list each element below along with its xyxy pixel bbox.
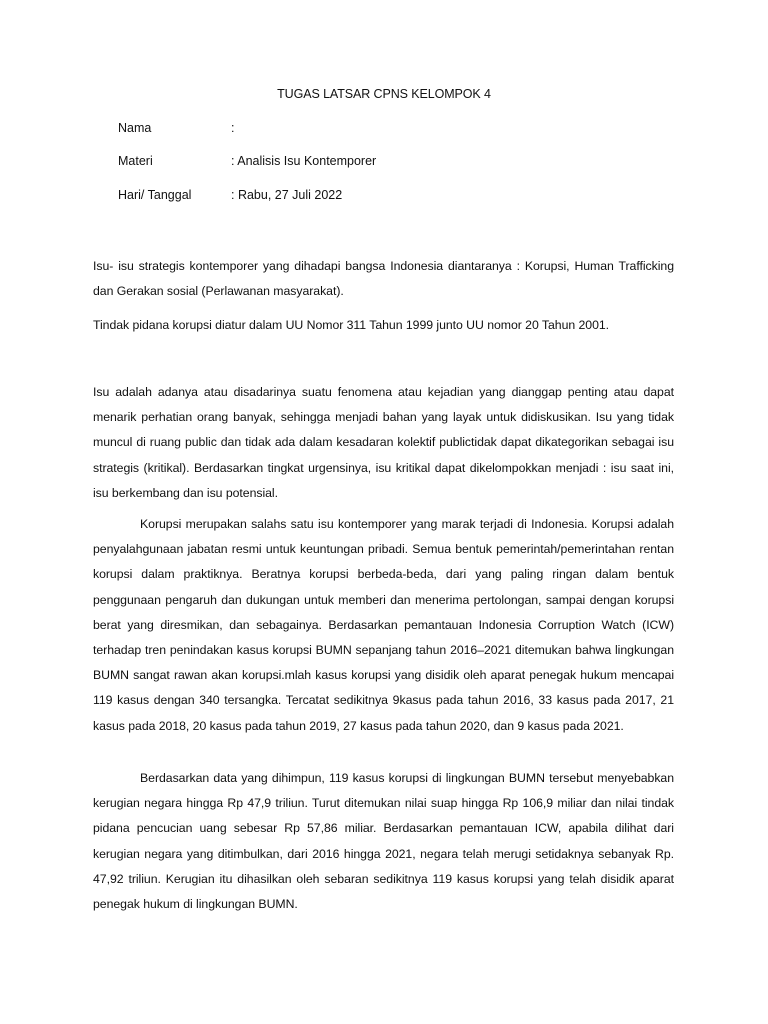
paragraph-tindak-pidana: Tindak pidana korupsi diatur dalam UU Nomor 311 Tahun 1999 junto UU nomor 20 Tahun 2001.: [93, 318, 610, 332]
meta-label: Hari/ Tanggal: [118, 188, 192, 202]
meta-label: Materi: [118, 154, 153, 168]
document-title: TUGAS LATSAR CPNS KELOMPOK 4: [277, 87, 491, 101]
paragraph-korupsi: Korupsi merupakan salahs satu isu kontemporer yang marak terjadi di Indonesia. Korupsi adalah penyalahgunaan jabatan resmi untuk keuntungan pribadi. Semua bentuk pemerintah/pemerintahan rentan korupsi dalam praktiknya. Beratnya korupsi berbeda-beda, dari yang paling ringan dalam bentuk penggunaan pengaruh dan dukungan untuk memberi dan menerima pertolongan, sampai dengan korupsi berat yang diresmikan, dan sebagainya. Berdasarkan pemantauan Indonesia Corruption Watch (ICW) terhadap tren penindakan kasus korupsi BUMN sepanjang tahun 2016–2021 ditemukan bahwa lingkungan BUMN sangat rawan akan korupsi.mlah kasus korupsi yang disidik oleh aparat penegak hukum mencapai 119 kasus dengan 340 tersangka. Tercatat sedikitnya 9kasus pada tahun 2016, 33 kasus pada 2017, 21 kasus pada 2018, 20 kasus pada tahun 2019, 27 kasus pada tahun 2020, dan 9 kasus pada 2021.: [93, 517, 674, 733]
paragraph-definisi-isu: Isu adalah adanya atau disadarinya suatu fenomena atau kejadian yang dianggap penting atau dapat menarik perhatian orang banyak, sehingga menjadi bahan yang layak untuk didiskusikan. Isu yang tidak muncul di ruang public dan tidak ada dalam kesadaran kolektif publictidak dapat dikategorikan sebagai isu strategis (kritikal). Berdasarkan tingkat urgensinya, isu kritikal dapat dikelompokkan menjadi : isu saat ini, isu berkembang dan isu potensial.: [93, 385, 674, 500]
meta-label: Nama: [118, 121, 152, 135]
paragraph-isu-strategis: Isu- isu strategis kontemporer yang dihadapi bangsa Indonesia diantaranya : Korupsi, Human Trafficking dan Gerakan sosial (Perlawanan masyarakat).: [93, 259, 674, 299]
meta-value: : Rabu, 27 Juli 2022: [231, 188, 343, 202]
meta-value: :: [231, 121, 235, 135]
meta-value: : Analisis Isu Kontemporer: [231, 154, 377, 168]
paragraph-kerugian-negara: Berdasarkan data yang dihimpun, 119 kasus korupsi di lingkungan BUMN tersebut menyebabkan kerugian negara hingga Rp 47,9 triliun. Turut ditemukan nilai suap hingga Rp 106,9 miliar dan nilai tindak pidana pencucian uang sebesar Rp 57,86 miliar. Berdasarkan pemantauan ICW, apabila dilihat dari kerugian negara yang ditimbulkan, dari 2016 hingga 2021, negara telah merugi setidaknya sebanyak Rp. 47,92 triliun. Kerugian itu dihasilkan oleh sebaran sedikitnya 119 kasus korupsi yang telah disidik aparat penegak hukum di lingkungan BUMN.: [93, 771, 674, 912]
